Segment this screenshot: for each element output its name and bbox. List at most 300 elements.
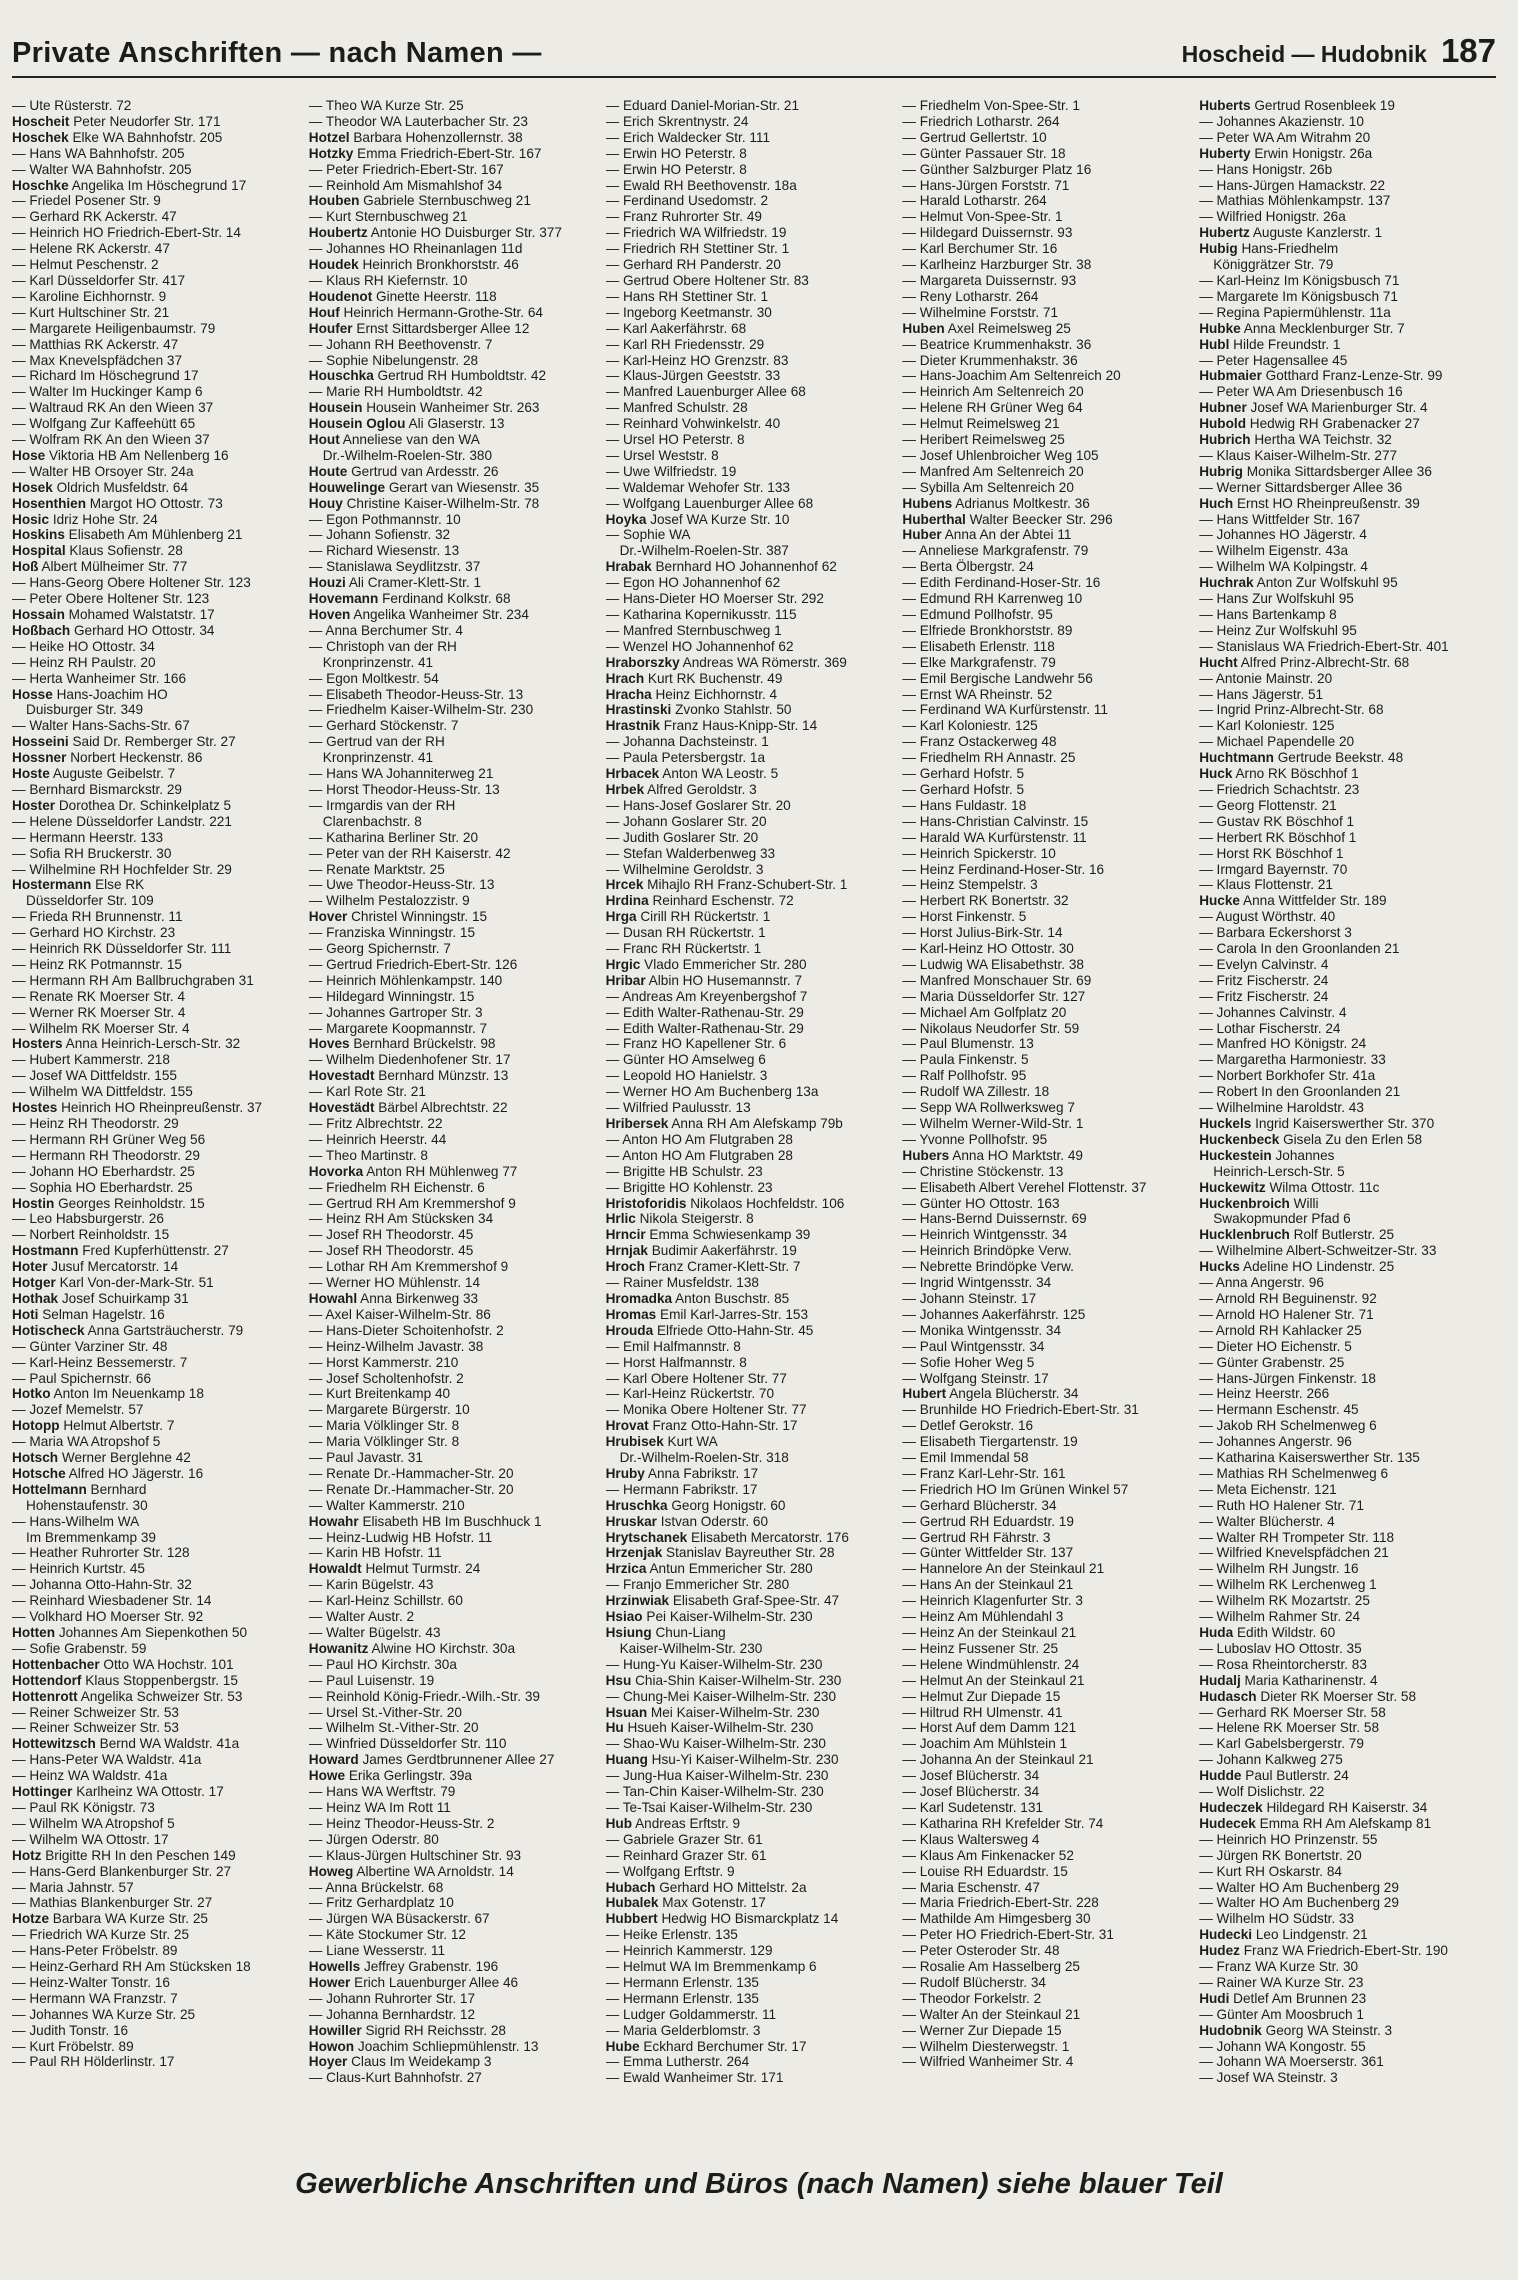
entry-details: Gertrude Beekstr. 48 — [1277, 750, 1404, 766]
entry-details: — Johann Kalkweg 275 — [1199, 1752, 1343, 1768]
entry-details: Margot HO Ottostr. 73 — [89, 495, 223, 511]
entry-details: — Shao-Wu Kaiser-Wilhelm-Str. 230 — [605, 1736, 826, 1752]
entry-details: Oldrich Musfeldstr. 64 — [56, 479, 189, 495]
directory-entry — [12, 1275, 299, 1291]
directory-entry — [12, 734, 299, 750]
entry-surname: Hoskins — [12, 527, 65, 543]
entry-details: — Walter Hans-Sachs-Str. 67 — [12, 718, 190, 734]
entry-surname: Huben — [902, 320, 945, 336]
entry-surname: Huchtmann — [1199, 750, 1274, 766]
entry-details: — Heinrich Kurtstr. 45 — [12, 1561, 145, 1577]
entry-details: — Maria Völklinger Str. 8 — [308, 1434, 460, 1450]
entry-details: — Edith Ferdinand-Hoser-Str. 16 — [902, 575, 1101, 591]
directory-entry — [902, 1386, 1189, 1402]
entry-details: Anna Birkenweg 33 — [360, 1290, 479, 1306]
entry-surname: Housein Oglou — [308, 416, 406, 432]
entry-surname: Houf — [308, 304, 340, 320]
entry-details: Anna Mecklenburger Str. 7 — [1243, 320, 1405, 336]
directory-entry — [1199, 1323, 1486, 1339]
directory-entry — [1199, 718, 1486, 734]
entry-details: — Günther Salzburger Platz 16 — [902, 161, 1092, 177]
directory-entry — [309, 1705, 596, 1721]
entry-details: — Uwe Theodor-Heuss-Str. 13 — [308, 877, 495, 893]
entry-details: Angelika Schweizer Str. 53 — [80, 1688, 243, 1704]
entry-details: — Yvonne Pollhofstr. 95 — [902, 1131, 1048, 1147]
directory-entry — [309, 384, 596, 400]
directory-entry — [902, 368, 1189, 384]
entry-details: — Sophia HO Eberhardstr. 25 — [12, 1179, 193, 1195]
entry-surname: Hracha — [605, 686, 652, 702]
entry-details: — Sofie Grabenstr. 59 — [12, 1640, 147, 1656]
directory-entry — [309, 575, 596, 591]
entry-details: — Rosa Rheintorcherstr. 83 — [1199, 1656, 1367, 1672]
entry-surname: Hoß — [12, 559, 39, 575]
directory-entry — [902, 1275, 1189, 1291]
directory-entry — [309, 1307, 596, 1323]
entry-details: Königgrätzer Str. 79 — [1213, 257, 1334, 273]
entry-details: Kronprinzenstr. 41 — [322, 654, 434, 670]
entry-details: — Friedrich WA Kurze Str. 25 — [12, 1927, 190, 1943]
entry-details: Christel Winningstr. 15 — [351, 909, 488, 925]
entry-surname: Hubig — [1199, 241, 1238, 257]
directory-entry — [902, 1593, 1189, 1609]
directory-entry — [902, 289, 1189, 305]
entry-details: — Wilhelmine Albert-Schweitzer-Str. 33 — [1199, 1243, 1437, 1259]
directory-entry — [309, 1450, 596, 1466]
entry-details: — Heinz Zur Wolfskuhl 95 — [1199, 622, 1357, 638]
directory-entry — [12, 1052, 299, 1068]
entry-details: — Christoph van der RH — [308, 638, 457, 654]
entry-details: — Ursel Weststr. 8 — [605, 447, 719, 463]
entry-details: — Evelyn Calvinstr. 4 — [1199, 956, 1329, 972]
entry-details: — Nikolaus Neudorfer Str. 59 — [902, 1020, 1080, 1036]
directory-entry — [309, 1848, 596, 1864]
entry-details: Nikolaos Hochfeldstr. 106 — [690, 1195, 845, 1211]
directory-entry — [902, 1848, 1189, 1864]
directory-entry — [12, 1211, 299, 1227]
entry-details: Bernhard HO Johannenhof 62 — [655, 559, 837, 575]
directory-entry — [309, 734, 596, 750]
directory-entry — [309, 1068, 596, 1084]
entry-details: — Hans RH Stettiner Str. 1 — [605, 288, 769, 304]
directory-entry — [1199, 1482, 1486, 1498]
entry-details: — Rudolf WA Zillestr. 18 — [902, 1084, 1050, 1100]
directory-entry — [606, 1593, 893, 1609]
entry-details: — Louise RH Eduardstr. 15 — [902, 1863, 1068, 1879]
directory-entry — [902, 750, 1189, 766]
directory-entry — [309, 798, 596, 814]
entry-details: Hsueh Kaiser-Wilhelm-Str. 230 — [627, 1720, 814, 1736]
directory-entry — [1199, 496, 1486, 512]
entry-details: — Leo Habsburgerstr. 26 — [12, 1211, 164, 1227]
entry-surname: Hotten — [12, 1625, 56, 1640]
entry-details: — Barbara Eckershorst 3 — [1199, 925, 1352, 941]
directory-entry — [12, 1625, 299, 1641]
entry-details: — Axel Kaiser-Wilhelm-Str. 86 — [308, 1306, 491, 1322]
entry-details: Gertrud RH Humboldtstr. 42 — [377, 368, 547, 384]
entry-details: — Norbert Reinholdstr. 15 — [12, 1227, 170, 1243]
directory-entry — [606, 1657, 893, 1673]
directory-entry — [12, 1418, 299, 1434]
entry-details: Anna Fabrikstr. 17 — [647, 1465, 759, 1481]
directory-entry — [309, 1752, 596, 1768]
entry-surname: Hotko — [12, 1386, 51, 1402]
directory-entry — [606, 925, 893, 941]
entry-details: Mihajlo RH Franz-Schubert-Str. 1 — [647, 877, 848, 893]
directory-entry — [1199, 941, 1486, 957]
directory-entry — [902, 655, 1189, 671]
entry-details: — Christine Stöckenstr. 13 — [902, 1163, 1064, 1179]
directory-entry — [309, 2007, 596, 2023]
directory-entry — [902, 941, 1189, 957]
entry-details: Erwin Honigstr. 26a — [1254, 145, 1373, 161]
directory-entry — [309, 1530, 596, 1546]
directory-entry — [902, 1911, 1189, 1927]
directory-entry — [309, 162, 596, 178]
directory-entry — [1199, 814, 1486, 830]
directory-entry — [902, 257, 1189, 273]
directory-entry — [309, 432, 596, 448]
directory-entry — [309, 1625, 596, 1641]
directory-entry — [902, 607, 1189, 623]
directory-entry — [12, 146, 299, 162]
entry-details: — Wenzel HO Johannenhof 62 — [605, 638, 794, 654]
directory-entry — [1199, 1561, 1486, 1577]
directory-entry — [606, 416, 893, 432]
entry-details: — Wolfgang Lauenburger Allee 68 — [605, 495, 814, 511]
directory-entry — [1199, 575, 1486, 591]
directory-entry — [1199, 909, 1486, 925]
entry-details: Klaus Sofienstr. 28 — [69, 543, 183, 559]
directory-entry — [12, 909, 299, 925]
directory-entry — [902, 1736, 1189, 1752]
entry-surname: Hosters — [12, 1036, 63, 1052]
entry-details: — Lothar Fischerstr. 24 — [1199, 1020, 1341, 1036]
entry-details: Georg WA Steinstr. 3 — [1265, 2022, 1393, 2038]
entry-details: — Jung-Hua Kaiser-Wilhelm-Str. 230 — [605, 1768, 829, 1784]
entry-details: Anna HO Marktstr. 49 — [952, 1147, 1083, 1163]
directory-entry — [1199, 241, 1486, 257]
directory-entry — [12, 1561, 299, 1577]
directory-entry — [309, 909, 596, 925]
entry-details: Ali Glaserstr. 13 — [408, 416, 505, 432]
directory-entry — [1199, 559, 1486, 575]
entry-details: — Johannes HO Jägerstr. 4 — [1199, 527, 1367, 543]
entry-details: Georg Honigstr. 60 — [671, 1497, 786, 1513]
directory-entry — [12, 846, 299, 862]
entry-details: — Margaretha Harmoniestr. 33 — [1199, 1052, 1386, 1068]
entry-details: — Edmund RH Karrenweg 10 — [902, 591, 1083, 607]
directory-entry — [1199, 337, 1486, 353]
entry-details: — Egon Pothmannstr. 10 — [308, 511, 461, 527]
directory-entry — [902, 527, 1189, 543]
entry-details: Kaiser-Wilhelm-Str. 230 — [619, 1640, 763, 1656]
entry-details: Angela Blücherstr. 34 — [949, 1386, 1079, 1402]
directory-entry — [606, 1100, 893, 1116]
entry-surname: Hotzel — [308, 129, 350, 145]
directory-entry — [12, 1036, 299, 1052]
directory-entry — [12, 1323, 299, 1339]
directory-entry — [1199, 257, 1486, 273]
directory-entry — [309, 1991, 596, 2007]
entry-details: — Hung-Yu Kaiser-Wilhelm-Str. 230 — [605, 1656, 823, 1672]
entry-details: — Reinhold Am Mismahlshof 34 — [308, 177, 503, 193]
directory-entry — [606, 162, 893, 178]
directory-entry — [309, 1943, 596, 1959]
directory-entry — [902, 1498, 1189, 1514]
entry-details: — Karl-Heinz Rückertstr. 70 — [605, 1386, 775, 1402]
entry-details: — Leopold HO Hanielstr. 3 — [605, 1068, 768, 1084]
entry-details: — Werner Sittardsberger Allee 36 — [1199, 479, 1403, 495]
entry-details: Willi — [1293, 1195, 1319, 1211]
directory-entry — [12, 814, 299, 830]
directory-entry — [606, 830, 893, 846]
entry-details: — Arnold RH Beguinenstr. 92 — [1199, 1290, 1377, 1306]
directory-entry — [1199, 1339, 1486, 1355]
entry-details: — Paul HO Kirchstr. 30a — [308, 1656, 457, 1672]
directory-entry — [1199, 1705, 1486, 1721]
directory-entry — [902, 718, 1189, 734]
directory-entry — [1199, 1386, 1486, 1402]
directory-entry — [902, 1450, 1189, 1466]
directory-entry — [12, 1895, 299, 1911]
directory-entry — [902, 1339, 1189, 1355]
entry-details: — Edith Walter-Rathenau-Str. 29 — [605, 1020, 804, 1036]
directory-entry — [606, 1418, 893, 1434]
directory-entry — [12, 543, 299, 559]
directory-entry — [12, 1689, 299, 1705]
entry-details: — Johannes Angerstr. 96 — [1199, 1434, 1352, 1450]
directory-entry — [902, 623, 1189, 639]
directory-entry — [902, 1243, 1189, 1259]
entry-details: — Reinhard Grazer Str. 61 — [605, 1847, 767, 1863]
directory-entry — [1199, 1371, 1486, 1387]
directory-entry — [12, 1005, 299, 1021]
entry-details: Erich Lauenburger Allee 46 — [354, 1974, 519, 1990]
directory-entry — [309, 416, 596, 432]
entry-details: — Karl-Heinz Im Königsbusch 71 — [1199, 272, 1400, 288]
entry-details: — Ingeborg Keetmanstr. 30 — [605, 304, 772, 320]
directory-entry — [606, 957, 893, 973]
entry-details: — Renate Marktstr. 25 — [308, 861, 445, 877]
entry-surname: Hoyer — [308, 2054, 348, 2070]
entry-surname: Hudi — [1199, 1990, 1230, 2006]
directory-entry — [902, 2023, 1189, 2039]
directory-entry — [12, 941, 299, 957]
directory-entry — [1199, 1243, 1486, 1259]
entry-details: — Wilhelm Werner-Wild-Str. 1 — [902, 1116, 1084, 1131]
directory-entry — [606, 862, 893, 878]
directory-entry — [1199, 957, 1486, 973]
entry-details: — Sepp WA Rollwerksweg 7 — [902, 1100, 1075, 1116]
entry-details: — Peter Hagensallee 45 — [1199, 352, 1348, 368]
directory-entry — [12, 1832, 299, 1848]
entry-surname: Hudeczek — [1199, 1799, 1263, 1815]
entry-details: Ali Cramer-Klett-Str. 1 — [348, 575, 482, 591]
entry-details: — Wilhelm WA Ottostr. 17 — [12, 1831, 169, 1847]
directory-entry — [606, 623, 893, 639]
entry-surname: Houdek — [308, 257, 359, 273]
entry-details: Anna An der Abtei 11 — [944, 527, 1072, 543]
directory-entry — [309, 671, 596, 687]
directory-entry — [309, 766, 596, 782]
directory-entry — [12, 1800, 299, 1816]
entry-details: Elisabeth Graf-Spee-Str. 47 — [672, 1593, 840, 1609]
directory-entry — [902, 1927, 1189, 1943]
directory-entry — [1199, 1052, 1486, 1068]
entry-details: Otto WA Hochstr. 101 — [103, 1656, 234, 1672]
entry-details: Auguste Geibelstr. 7 — [52, 766, 176, 782]
entry-details: — Mathias Blankenburger Str. 27 — [12, 1895, 213, 1911]
entry-surname: Hudez — [1199, 1943, 1240, 1959]
directory-entry — [606, 798, 893, 814]
entry-details: Sigrid RH Reichsstr. 28 — [365, 2022, 506, 2038]
directory-entry — [12, 257, 299, 273]
entry-details: — Horst Theodor-Heuss-Str. 13 — [308, 781, 500, 797]
directory-entry — [12, 368, 299, 384]
entry-details: — Herbert RK Böschhof 1 — [1199, 829, 1357, 845]
entry-details: Joachim Schliepmühlenstr. 13 — [357, 2038, 539, 2054]
directory-entry — [12, 1259, 299, 1275]
entry-details: Anton Im Neuenkamp 18 — [53, 1386, 204, 1402]
directory-entry — [309, 114, 596, 130]
entry-surname: Howaldt — [308, 1561, 362, 1577]
directory-entry — [12, 1593, 299, 1609]
entry-details: — Ferdinand WA Kurfürstenstr. 11 — [902, 702, 1108, 718]
directory-entry — [606, 289, 893, 305]
entry-surname: Hostermann — [12, 877, 92, 893]
entry-surname: Hoscheit — [12, 113, 70, 129]
entry-details: Emma Schwiesenkamp 39 — [649, 1227, 811, 1243]
directory-entry — [902, 353, 1189, 369]
directory-entry — [12, 114, 299, 130]
entry-details: — Josef Scholtenhofstr. 2 — [308, 1370, 464, 1386]
directory-entry — [902, 114, 1189, 130]
entry-details: Elisabeth Mercatorstr. 176 — [690, 1529, 849, 1545]
directory-entry — [1199, 1116, 1486, 1132]
entry-surname: Hrlic — [605, 1211, 636, 1227]
directory-entry — [902, 1036, 1189, 1052]
directory-entry — [606, 1800, 893, 1816]
directory-entry — [902, 130, 1189, 146]
directory-entry — [309, 846, 596, 862]
entry-details: Bärbel Albrechtstr. 22 — [378, 1100, 508, 1116]
entry-details: — Helene Düsseldorfer Landstr. 221 — [12, 813, 232, 829]
entry-surname: Howells — [308, 1959, 361, 1975]
directory-entry — [902, 1752, 1189, 1768]
directory-entry — [309, 1418, 596, 1434]
entry-details: — Paul Blumenstr. 13 — [902, 1036, 1034, 1052]
entry-details: Antonie HO Duisburger Str. 377 — [370, 225, 562, 241]
directory-entry — [902, 1100, 1189, 1116]
directory-entry — [1199, 1593, 1486, 1609]
directory-column-3 — [606, 98, 903, 2146]
entry-details: — Ursel St.-Vither-Str. 20 — [308, 1704, 462, 1720]
entry-details: Gerart van Wiesenstr. 35 — [388, 479, 540, 495]
entry-details: Bernhard Brückelstr. 98 — [353, 1036, 496, 1052]
directory-entry — [606, 1036, 893, 1052]
entry-details: — Friedrich HO Im Grünen Winkel 57 — [902, 1481, 1129, 1497]
entry-details: — Wilhelm Eigenstr. 43a — [1199, 543, 1349, 559]
entry-details: — Walter Im Huckinger Kamp 6 — [12, 384, 203, 400]
entry-details: — Ingrid Prinz-Albrecht-Str. 68 — [1199, 702, 1384, 718]
directory-entry — [606, 1561, 893, 1577]
directory-entry — [1199, 1498, 1486, 1514]
entry-details: — Eduard Daniel-Morian-Str. 21 — [605, 98, 800, 113]
directory-entry — [902, 1052, 1189, 1068]
entry-details: — Klaus Flottenstr. 21 — [1199, 877, 1333, 893]
entry-details: — Heinz An der Steinkaul 21 — [902, 1625, 1077, 1640]
entry-details: Gabriele Sternbuschweg 21 — [363, 193, 531, 209]
entry-details: — Heinz-Gerhard RH Am Stücksken 18 — [12, 1959, 251, 1975]
directory-entry — [606, 1577, 893, 1593]
entry-details: — Peter Osteroder Str. 48 — [902, 1943, 1060, 1959]
directory-entry — [309, 480, 596, 496]
entry-details: — Gerhard RH Panderstr. 20 — [605, 257, 781, 273]
entry-surname: Howe — [308, 1768, 346, 1784]
entry-details: — Helmut Peschenstr. 2 — [12, 257, 159, 273]
entry-details: — Walter HO Am Buchenberg 29 — [1199, 1895, 1399, 1911]
directory-entry — [12, 2039, 299, 2055]
directory-entry — [1199, 1689, 1486, 1705]
directory-entry — [606, 1720, 893, 1736]
directory-entry — [12, 862, 299, 878]
entry-details: — Johann WA Kongostr. 55 — [1199, 2038, 1366, 2054]
directory-entry — [12, 337, 299, 353]
entry-details: — Hans Wittfelder Str. 167 — [1199, 511, 1361, 527]
directory-entry — [902, 1545, 1189, 1561]
directory-entry — [902, 1577, 1189, 1593]
directory-entry — [1199, 2023, 1486, 2039]
directory-entry — [1199, 353, 1486, 369]
directory-entry — [309, 1927, 596, 1943]
directory-entry — [309, 1402, 596, 1418]
directory-entry — [309, 2054, 596, 2070]
directory-entry — [309, 718, 596, 734]
page-number: 187 — [1440, 32, 1496, 69]
entry-details: — Klaus Kaiser-Wilhelm-Str. 277 — [1199, 447, 1398, 463]
directory-entry — [12, 1530, 299, 1546]
entry-details: — Josef Blücherstr. 34 — [902, 1768, 1040, 1784]
entry-details: — Friedrich Lotharstr. 264 — [902, 113, 1060, 129]
entry-details: — Helene RK Ackerstr. 47 — [12, 241, 170, 257]
entry-details: — Heinz RH Theodorstr. 29 — [12, 1116, 179, 1131]
entry-details: — Fritz Fischerstr. 24 — [1199, 988, 1329, 1004]
directory-entry — [902, 862, 1189, 878]
entry-details: Chun-Liang — [655, 1625, 726, 1640]
entry-details: — Heinz Ferdinand-Hoser-Str. 16 — [902, 861, 1105, 877]
entry-details: — Heinz Theodor-Heuss-Str. 2 — [308, 1815, 495, 1831]
entry-details: — Walter Blücherstr. 4 — [1199, 1513, 1335, 1529]
entry-details: — Horst Auf dem Damm 121 — [902, 1720, 1077, 1736]
entry-details: — Renate RK Moerser Str. 4 — [12, 988, 186, 1004]
directory-entry — [902, 1482, 1189, 1498]
directory-entry — [606, 114, 893, 130]
directory-entry — [12, 527, 299, 543]
directory-entry — [902, 1259, 1189, 1275]
directory-entry — [1199, 543, 1486, 559]
entry-details: — Reinhold König-Friedr.-Wilh.-Str. 39 — [308, 1688, 540, 1704]
directory-entry — [12, 1068, 299, 1084]
directory-entry — [309, 639, 596, 655]
entry-details: — Stefan Walderbenweg 33 — [605, 845, 776, 861]
directory-entry — [12, 718, 299, 734]
entry-details: Zvonko Stahlstr. 50 — [675, 702, 792, 718]
entry-details: Monika Sittardsberger Allee 36 — [1246, 463, 1432, 479]
entry-details: — Heinrich Am Seltenreich 20 — [902, 384, 1084, 400]
directory-entry — [606, 1848, 893, 1864]
entry-details: — Wilhelm RK Lerchenweg 1 — [1199, 1577, 1377, 1593]
